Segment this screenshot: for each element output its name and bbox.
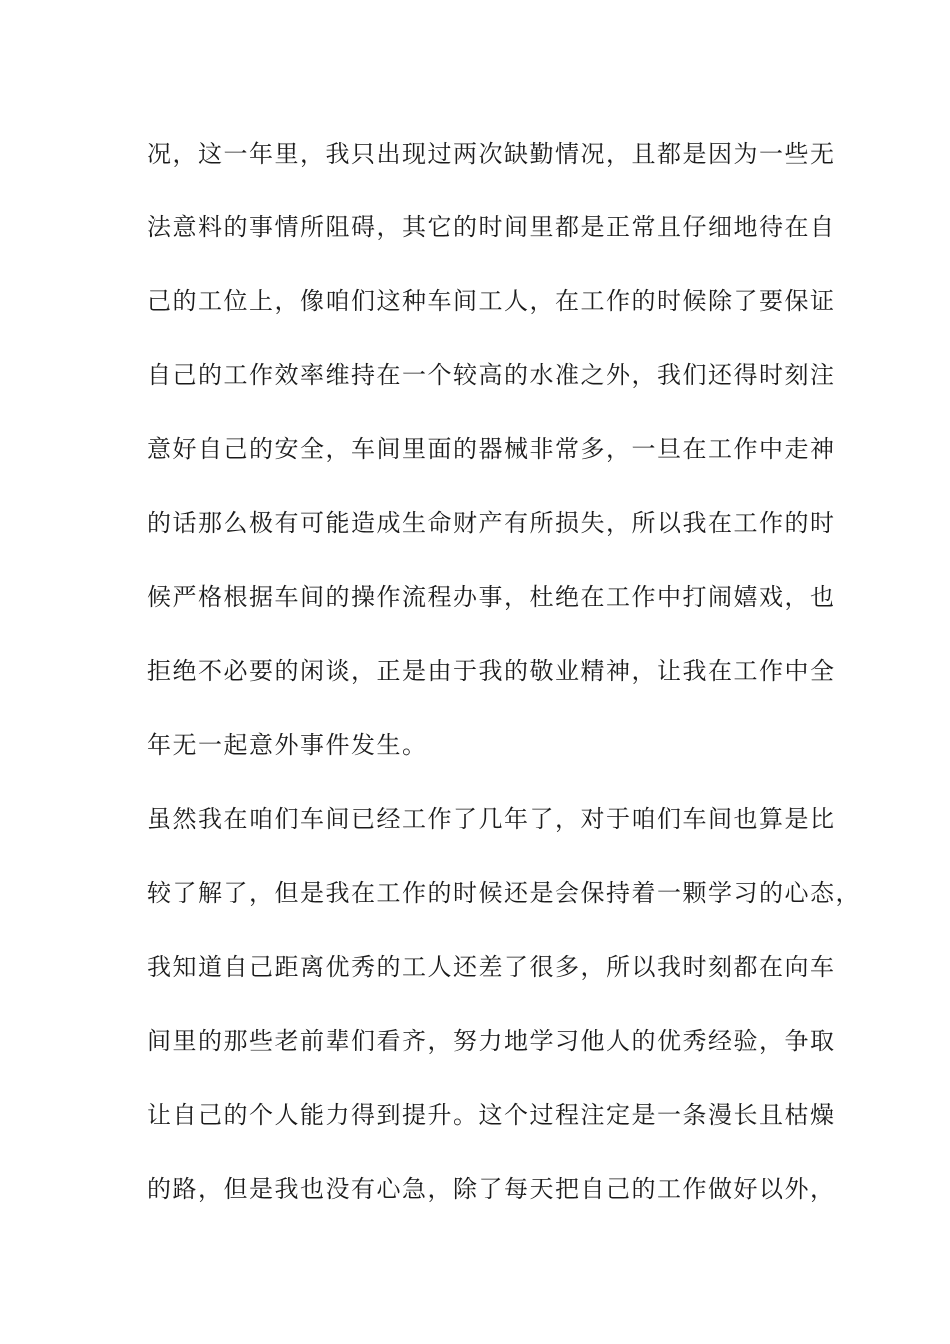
text-line: 法意料的事情所阻碍，其它的时间里都是正常且仔细地待在自 bbox=[147, 213, 836, 241]
text-line: 况，这一年里，我只出现过两次缺勤情况，且都是因为一些无 bbox=[147, 140, 836, 168]
text-line: 较了解了，但是我在工作的时候还是会保持着一颗学习的心态， bbox=[147, 879, 861, 907]
text-line: 己的工位上，像咱们这种车间工人，在工作的时候除了要保证 bbox=[147, 287, 836, 315]
text-line: 年无一起意外事件发生。 bbox=[147, 731, 428, 759]
text-line: 候严格根据车间的操作流程办事，杜绝在工作中打闹嬉戏，也 bbox=[147, 583, 836, 611]
text-line: 让自己的个人能力得到提升。这个过程注定是一条漫长且枯燥 bbox=[147, 1101, 836, 1129]
text-line: 意好自己的安全，车间里面的器械非常多，一旦在工作中走神 bbox=[147, 435, 836, 463]
text-line: 的路，但是我也没有心急，除了每天把自己的工作做好以外， bbox=[147, 1175, 836, 1203]
text-line: 虽然我在咱们车间已经工作了几年了，对于咱们车间也算是比 bbox=[147, 805, 836, 833]
text-line: 间里的那些老前辈们看齐，努力地学习他人的优秀经验，争取 bbox=[147, 1027, 836, 1055]
text-line: 自己的工作效率维持在一个较高的水准之外，我们还得时刻注 bbox=[147, 361, 836, 389]
text-line: 拒绝不必要的闲谈，正是由于我的敬业精神，让我在工作中全 bbox=[147, 657, 836, 685]
text-line: 我知道自己距离优秀的工人还差了很多，所以我时刻都在向车 bbox=[147, 953, 836, 981]
text-line: 的话那么极有可能造成生命财产有所损失，所以我在工作的时 bbox=[147, 509, 836, 537]
